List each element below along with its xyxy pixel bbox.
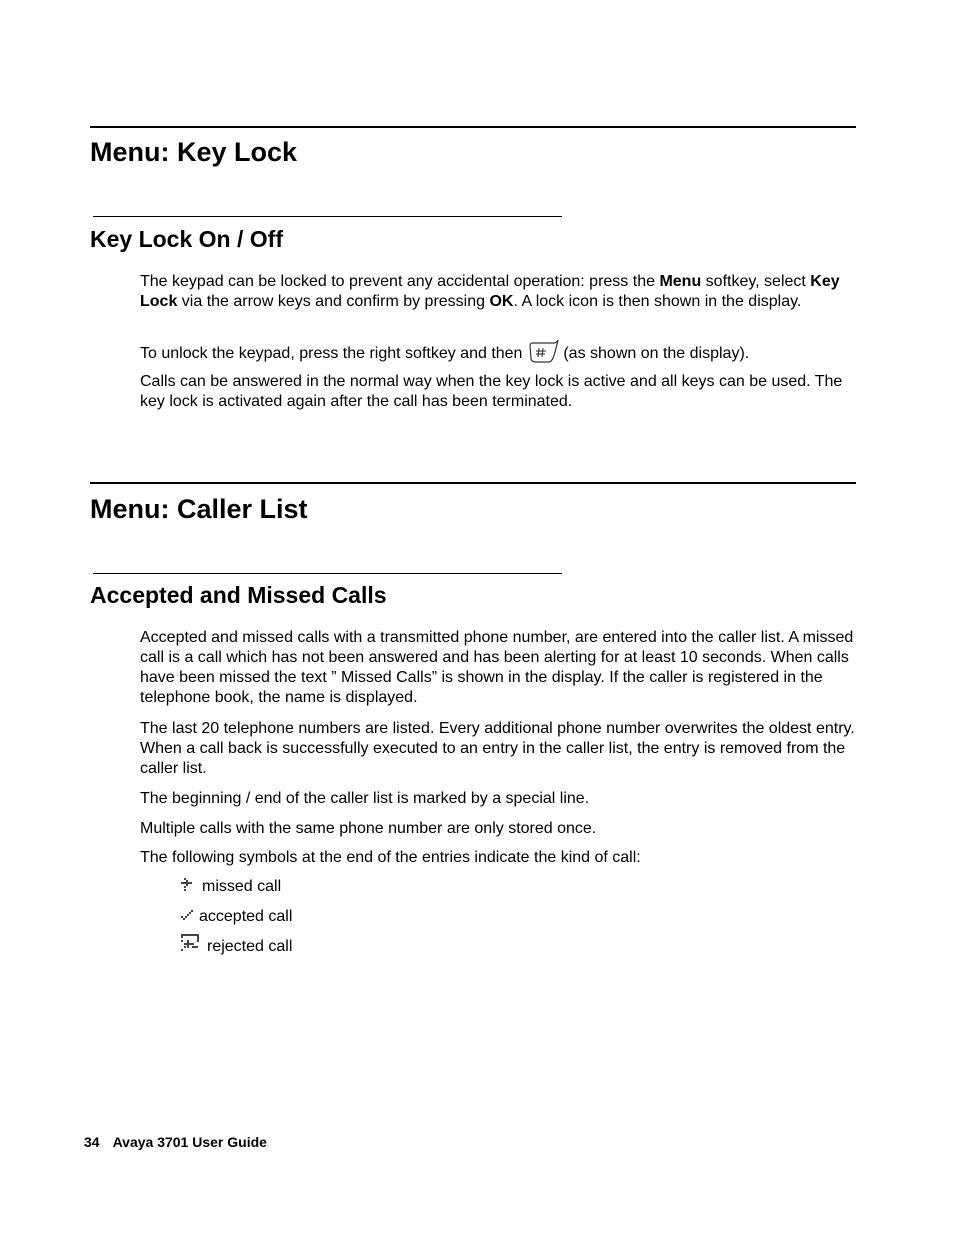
symbol-item-missed-call xyxy=(180,877,281,897)
hash-key-icon xyxy=(527,340,559,364)
page-footer xyxy=(84,1134,267,1150)
subsection-heading-accepted-missed-calls: Accepted and Missed Calls xyxy=(90,582,387,608)
symbol-item-accepted-call xyxy=(180,907,292,927)
caller-list-paragraph-3: The beginning / end of the caller list is marked by a special line. xyxy=(140,790,590,807)
text-run: via the arrow keys and confirm by pressing xyxy=(177,293,490,310)
text-run: softkey, select xyxy=(701,273,811,290)
caller-list-paragraph-2: The last 20 telephone numbers are listed. Every additional phone number overwrites the oldest entry. When a call back is successfully executed to an entry in the caller list, the entry is removed from the caller list. xyxy=(140,720,855,777)
section-rule xyxy=(90,482,856,484)
section-rule xyxy=(90,126,856,128)
caller-list-paragraph-5: The following symbols at the end of the entries indicate the kind of call: xyxy=(140,849,641,866)
text-run: (as shown on the display). xyxy=(558,345,750,362)
text-run: . A lock icon is then shown in the display. xyxy=(513,293,802,310)
symbol-label: accepted call xyxy=(199,908,293,925)
subsection-heading-key-lock-on-off: Key Lock On / Off xyxy=(90,226,283,252)
accepted-call-icon xyxy=(180,907,199,927)
caller-list-paragraph-1: Accepted and missed calls with a transmitted phone number, are entered into the caller list. A missed call is a call which has not been answered and has been alerting for at least 10 seconds. When calls have been missed the text ” Missed Calls” is shown in the display. If the caller is registered in the telephone book, the name is displayed. xyxy=(140,629,854,706)
menu-softkey-term: Menu xyxy=(659,273,702,290)
symbol-item-rejected-call xyxy=(180,933,292,957)
rejected-call-icon xyxy=(180,933,207,957)
subsection-rule xyxy=(93,573,562,574)
key-lock-term: Key Lock xyxy=(140,273,840,310)
key-lock-paragraph-3: Calls can be answered in the normal way when the key lock is active and all keys can be used. The key lock is activated again after the call has been terminated. xyxy=(140,373,843,410)
symbol-label: rejected call xyxy=(207,938,293,955)
key-lock-paragraph-2 xyxy=(140,340,860,364)
text-run: To unlock the keypad, press the right softkey and then xyxy=(140,345,527,362)
section-heading-caller-list: Menu: Caller List xyxy=(90,494,308,524)
document-title: Avaya 3701 User Guide xyxy=(112,1134,267,1150)
page-number: 34 xyxy=(84,1134,100,1150)
caller-list-paragraph-4: Multiple calls with the same phone number are only stored once. xyxy=(140,820,597,837)
ok-term: OK xyxy=(489,293,514,310)
missed-call-icon xyxy=(180,877,202,897)
text-run: The keypad can be locked to prevent any accidental operation: press the xyxy=(140,273,660,290)
symbol-label: missed call xyxy=(202,878,282,895)
section-heading-key-lock: Menu: Key Lock xyxy=(90,137,298,167)
key-lock-paragraph-1 xyxy=(140,272,860,312)
subsection-rule xyxy=(93,216,562,217)
